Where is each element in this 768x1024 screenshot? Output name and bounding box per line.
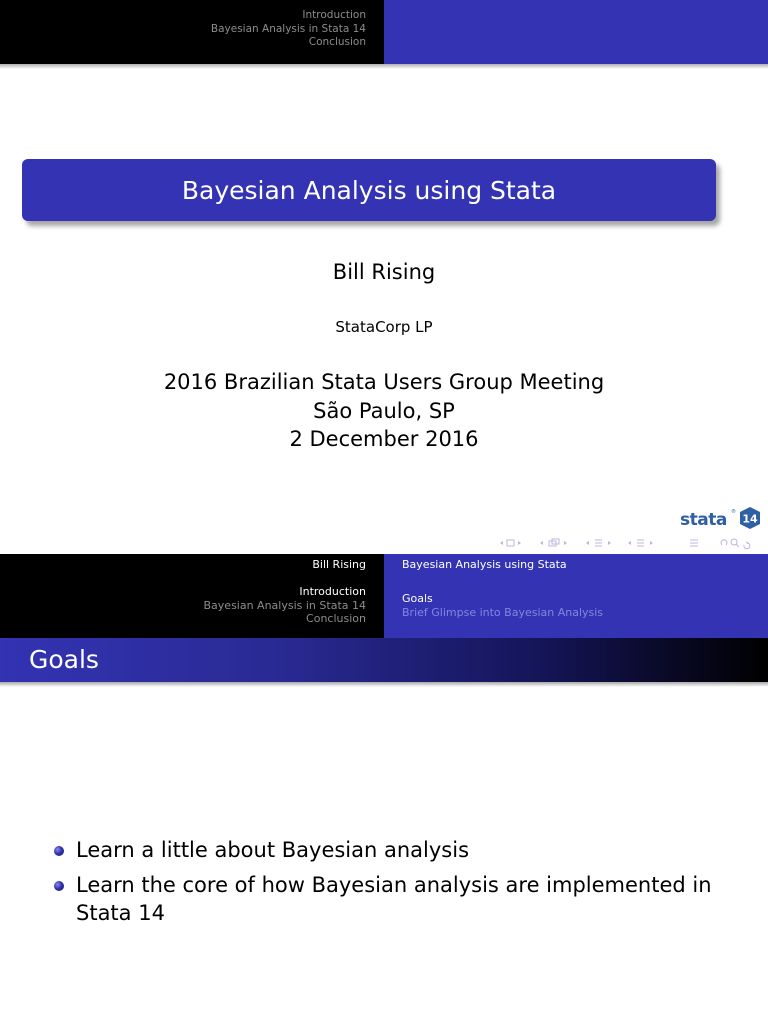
section-link-conclusion[interactable]: Conclusion: [308, 36, 366, 48]
frame-title-shadow: [0, 682, 768, 687]
nav-slide-icon: [500, 540, 521, 546]
frame-title-bar: [0, 638, 768, 682]
title-box: [22, 159, 716, 221]
presentation-title: Bayesian Analysis using Stata: [181, 175, 557, 205]
slide1-header-shadow: [0, 64, 768, 69]
svg-text:stata: stata: [680, 510, 727, 530]
section-link-introduction[interactable]: Introduction: [302, 9, 366, 21]
institute-name: StataCorp LP: [335, 318, 433, 336]
slide2-subsection-nav: [402, 592, 603, 619]
nav-subsection-icon: [586, 540, 611, 546]
event-date: 2 December 2016: [289, 427, 479, 451]
list-item: [54, 871, 734, 927]
beamer-navigation-bar[interactable]: [494, 536, 764, 550]
header-short-title: Bayesian Analysis using Stata: [402, 558, 567, 571]
bullet-text: Learn the core of how Bayesian analysis are implemented in Stata 14: [76, 873, 712, 925]
list-item: [54, 836, 734, 864]
section-link-introduction[interactable]: Introduction: [299, 585, 366, 598]
bullet-text: Learn a little about Bayesian analysis: [76, 838, 470, 862]
event-location: São Paulo, SP: [313, 398, 455, 423]
nav-doc-icon: [690, 540, 698, 546]
frame-title: Goals: [29, 645, 99, 674]
bullet-list: [54, 836, 734, 934]
bullet-icon: [54, 846, 64, 856]
subsection-link-goals[interactable]: Goals: [402, 592, 433, 605]
section-link-conclusion[interactable]: Conclusion: [306, 612, 366, 625]
slide1-header-right: [384, 0, 768, 64]
section-link-bayesian-analysis[interactable]: Bayesian Analysis in Stata 14: [203, 598, 366, 612]
subsection-link-brief-glimpse[interactable]: Brief Glimpse into Bayesian Analysis: [402, 605, 604, 619]
header-author: Bill Rising: [312, 558, 366, 571]
stata-14-logo: [678, 504, 764, 532]
slide2-section-nav: [204, 585, 367, 626]
author-name: Bill Rising: [332, 260, 436, 284]
bullet-icon: [54, 881, 64, 891]
svg-text:®: ®: [731, 509, 736, 515]
nav-frame-icon: [540, 539, 567, 546]
section-link-bayesian-analysis[interactable]: Bayesian Analysis in Stata 14: [210, 22, 366, 35]
nav-search-icon: [721, 539, 750, 549]
slide1-section-nav: [211, 9, 366, 50]
event-name: 2016 Brazilian Stata Users Group Meeting: [163, 370, 605, 394]
nav-section-icon: [628, 540, 653, 546]
event-info: [0, 368, 768, 454]
svg-text:14: 14: [742, 512, 758, 526]
